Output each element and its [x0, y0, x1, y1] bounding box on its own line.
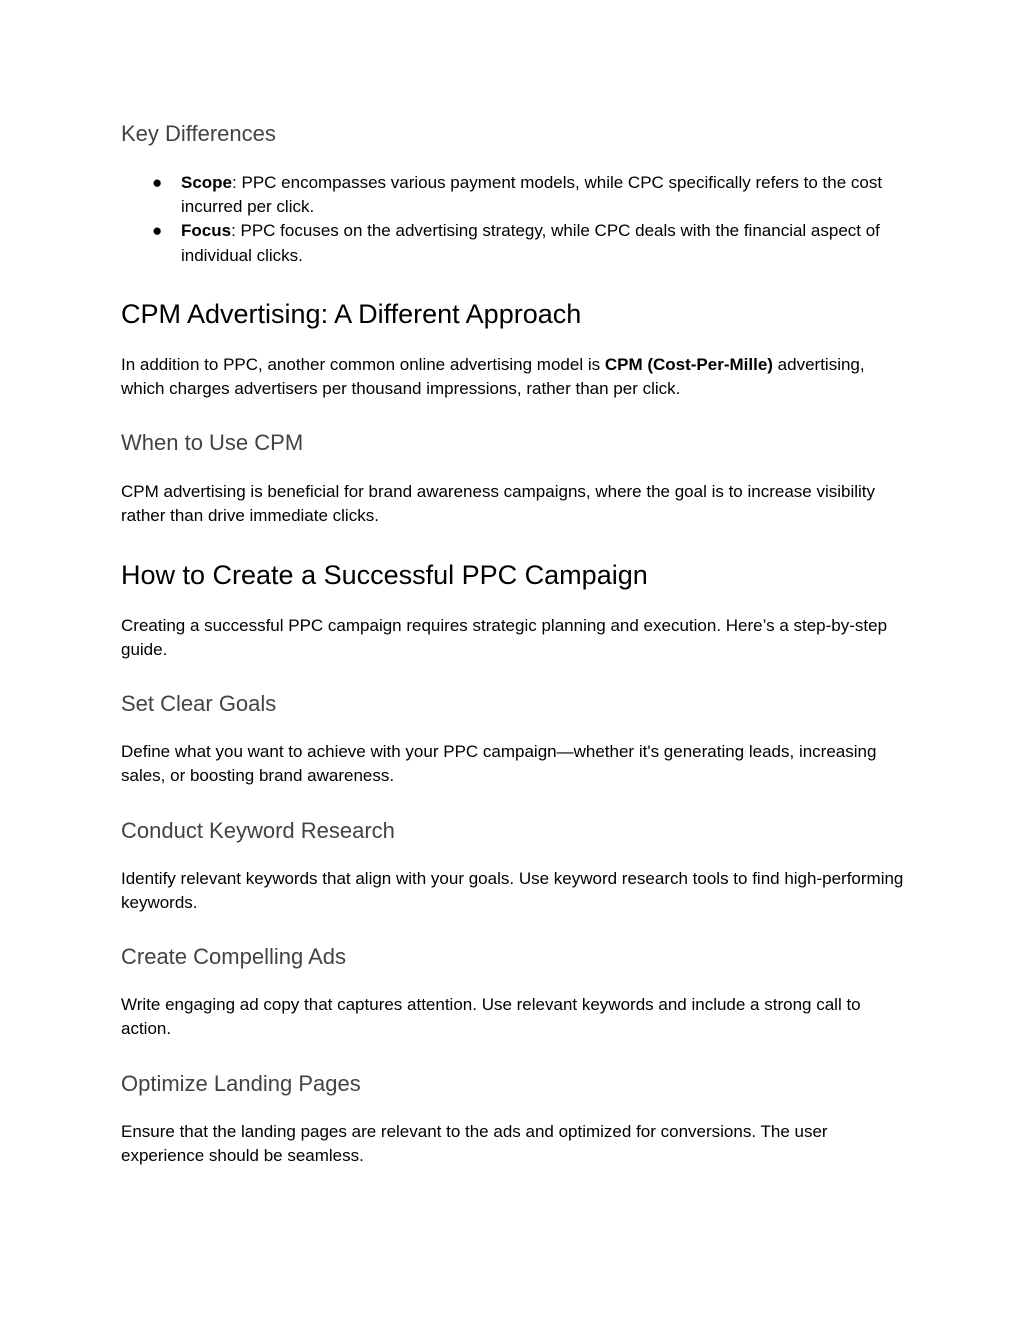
list-item-text: : PPC focuses on the advertising strategy, while CPC deals with the financial aspect of individual clicks.: [181, 221, 880, 265]
bullet-icon: ●: [152, 221, 163, 241]
cpm-heading: CPM Advertising: A Different Approach: [121, 299, 582, 329]
step-heading: Conduct Keyword Research: [121, 818, 395, 843]
step-text: Ensure that the landing pages are relevant to the ads and optimized for conversions. The user experience should be seamless.: [121, 1122, 828, 1166]
campaign-heading: How to Create a Successful PPC Campaign: [121, 560, 648, 590]
campaign-intro: Creating a successful PPC campaign requires strategic planning and execution. Here’s a step-by-step guide.: [121, 616, 888, 660]
list-item-term: Scope: [181, 173, 233, 192]
key-differences-list: [121, 171, 911, 268]
list-item: [121, 219, 911, 267]
step-heading: Create Compelling Ads: [121, 944, 347, 969]
cpm-text-after: advertising, which charges advertisers per thousand impressions, rather than per click.: [121, 355, 865, 399]
list-item-term: Focus: [181, 221, 232, 241]
cpm-term: CPM (Cost-Per-Mille): [604, 355, 773, 374]
step-heading: Set Clear Goals: [121, 691, 277, 716]
when-to-use-cpm-heading: When to Use CPM: [121, 430, 304, 455]
list-item: [121, 171, 911, 219]
cpm-paragraph: [121, 353, 911, 401]
step-text: Identify relevant keywords that align with your goals. Use keyword research tools to find high-performing keywords.: [121, 869, 904, 913]
step-text: Write engaging ad copy that captures attention. Use relevant keywords and include a strong call to action.: [121, 995, 861, 1039]
bullet-icon: ●: [152, 173, 163, 192]
list-item-text: : PPC encompasses various payment models, while CPC specifically refers to the cost incurred per click.: [181, 173, 883, 217]
when-to-use-cpm-text: CPM advertising is beneficial for brand awareness campaigns, where the goal is to increase visibility rather than drive immediate clicks.: [121, 482, 876, 526]
cpm-text-before: In addition to PPC, another common online advertising model is: [121, 355, 605, 374]
key-differences-heading: Key Differences: [121, 121, 276, 146]
step-text: Define what you want to achieve with your PPC campaign—whether it's generating leads, increasing sales, or boosting brand awareness.: [121, 742, 877, 786]
step-heading: Optimize Landing Pages: [121, 1071, 361, 1096]
